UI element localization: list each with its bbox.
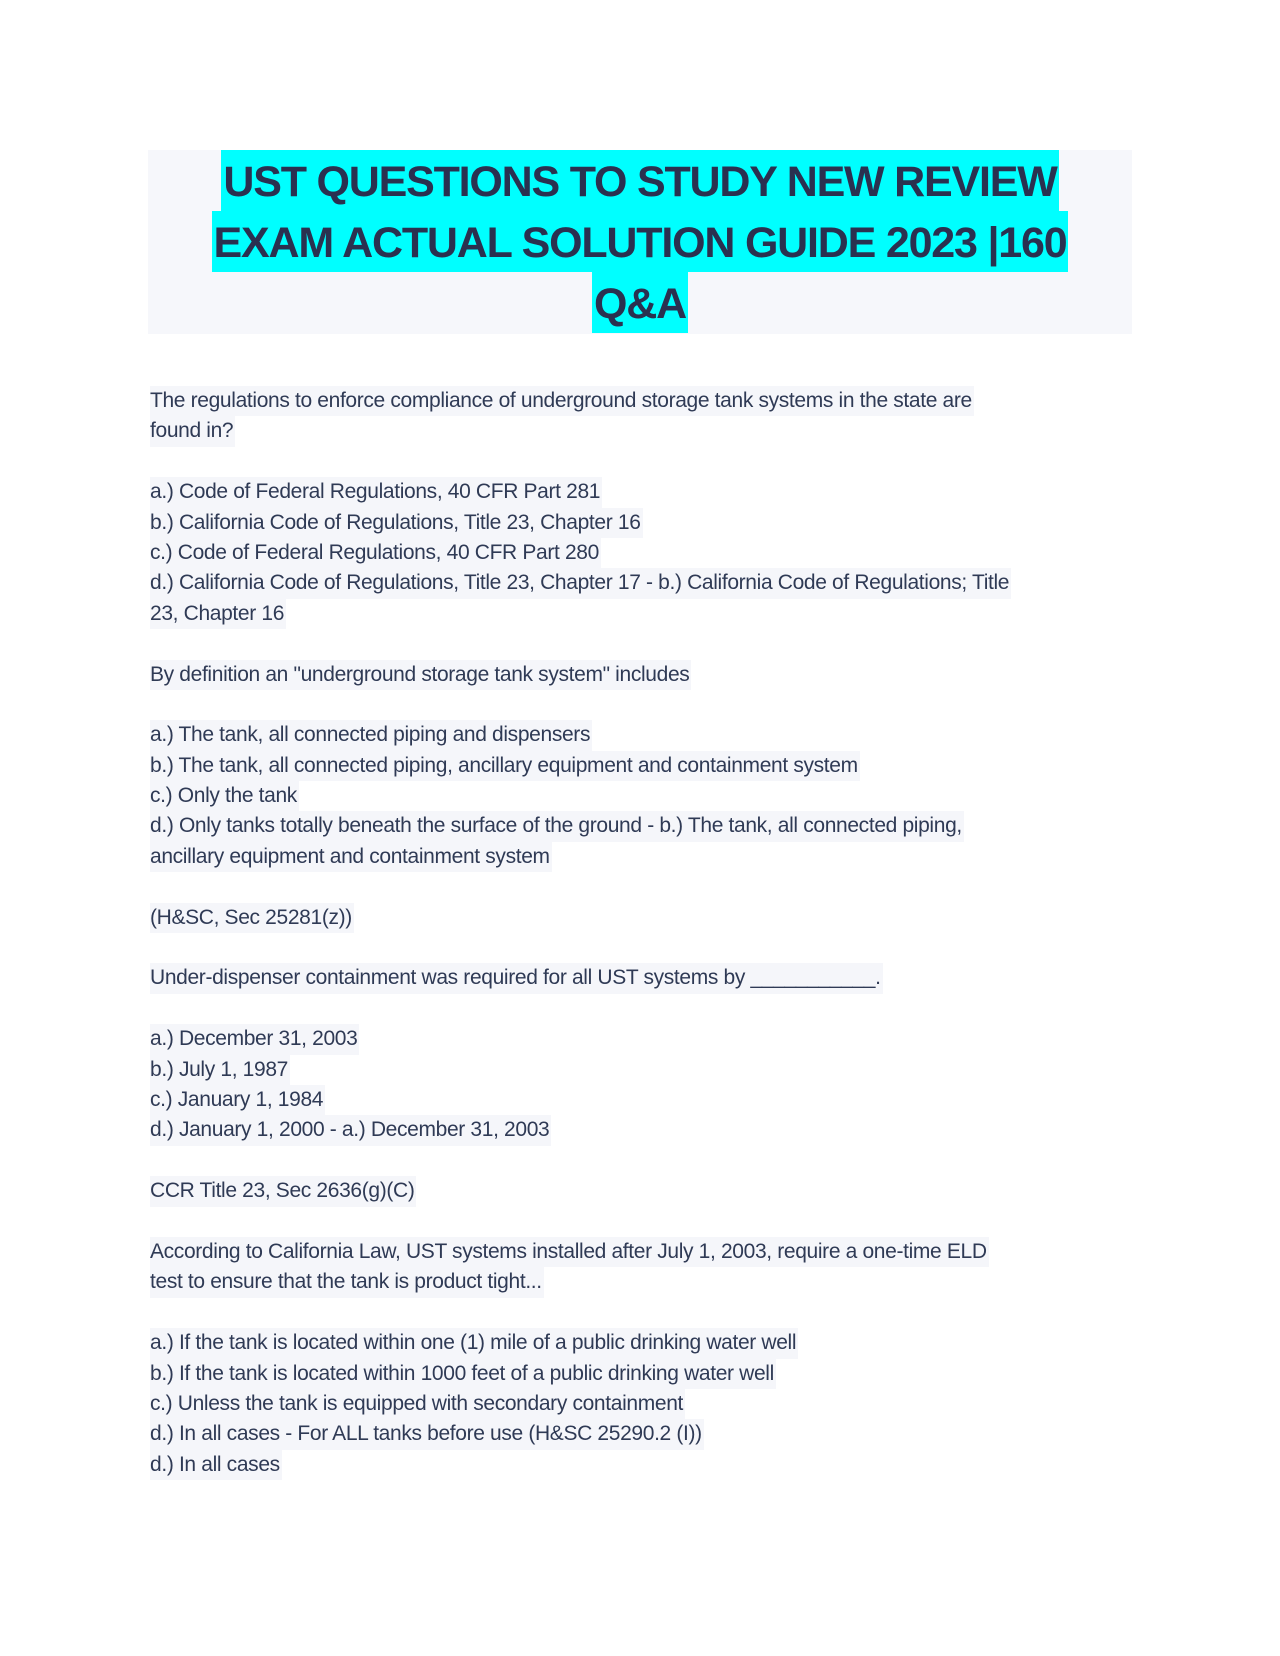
text-line-content: By definition an "underground storage tank system" includes [150,660,691,690]
text-line [150,994,1150,1024]
text-line-content: (H&SC, Sec 25281(z)) [150,903,354,933]
text-line-content: a.) The tank, all connected piping and dispensers [150,720,592,750]
text-line [150,1146,1150,1176]
text-line-content: a.) December 31, 2003 [150,1024,359,1054]
title-line [148,211,1132,272]
text-line [150,1055,1150,1085]
text-line [150,1115,1150,1145]
document-body [150,386,1150,1480]
text-line-content: d.) Only tanks totally beneath the surface of the ground - b.) The tank, all connected piping, [150,811,964,841]
text-line [150,1450,1150,1480]
text-line-content: 23, Chapter 16 [150,599,286,629]
text-line-content: d.) In all cases [150,1450,282,1480]
text-line [150,1328,1150,1358]
text-line [150,1389,1150,1419]
text-line-content: b.) The tank, all connected piping, ancillary equipment and containment system [150,751,860,781]
text-line [150,842,1150,872]
text-line [150,963,1150,993]
text-line-content: ancillary equipment and containment system [150,842,552,872]
text-line-content: c.) January 1, 1984 [150,1085,325,1115]
text-line [150,1267,1150,1297]
text-line-content: Under-dispenser containment was required for all UST systems by ___________. [150,963,883,993]
title-text: EXAM ACTUAL SOLUTION GUIDE 2023 |160 [212,211,1069,272]
text-line-content: a.) Code of Federal Regulations, 40 CFR Part 281 [150,477,602,507]
text-line [150,933,1150,963]
text-line [150,386,1150,416]
text-line [150,568,1150,598]
text-line [150,1176,1150,1206]
text-line [150,1298,1150,1328]
title-text: UST QUESTIONS TO STUDY NEW REVIEW [221,150,1058,211]
text-line [150,1419,1150,1449]
text-line [150,1085,1150,1115]
text-line-content: According to California Law, UST systems installed after July 1, 2003, require a one-time ELD [150,1237,989,1267]
text-line-content: b.) California Code of Regulations, Title 23, Chapter 16 [150,508,643,538]
text-line-content: d.) In all cases - For ALL tanks before use (H&SC 25290.2 (I)) [150,1419,704,1449]
text-line [150,720,1150,750]
text-line-content: c.) Only the tank [150,781,299,811]
text-line-content: c.) Code of Federal Regulations, 40 CFR Part 280 [150,538,601,568]
text-line [150,660,1150,690]
title-line [148,272,1132,333]
text-line-content: b.) If the tank is located within 1000 feet of a public drinking water well [150,1359,776,1389]
text-line-content: d.) January 1, 2000 - a.) December 31, 2003 [150,1115,551,1145]
title-block [148,150,1132,334]
text-line [150,477,1150,507]
text-line [150,1359,1150,1389]
text-line [150,1237,1150,1267]
text-line [150,416,1150,446]
text-line-content: b.) July 1, 1987 [150,1055,290,1085]
text-line-content: found in? [150,416,235,446]
text-line-content: test to ensure that the tank is product tight... [150,1267,544,1297]
text-line-content: d.) California Code of Regulations, Title 23, Chapter 17 - b.) California Code of Regulations; Title [150,568,1011,598]
text-line-content: c.) Unless the tank is equipped with secondary containment [150,1389,685,1419]
text-line [150,1207,1150,1237]
text-line [150,811,1150,841]
text-line-content: a.) If the tank is located within one (1) mile of a public drinking water well [150,1328,798,1358]
text-line [150,508,1150,538]
text-line-content: The regulations to enforce compliance of underground storage tank systems in the state are [150,386,974,416]
text-line [150,538,1150,568]
text-line [150,751,1150,781]
text-line [150,629,1150,659]
title-line [148,150,1132,211]
text-line [150,1024,1150,1054]
text-line [150,872,1150,902]
text-line [150,690,1150,720]
title-text: Q&A [592,272,688,333]
text-line [150,599,1150,629]
text-line-content: CCR Title 23, Sec 2636(g)(C) [150,1176,416,1206]
text-line [150,781,1150,811]
text-line [150,447,1150,477]
text-line [150,903,1150,933]
